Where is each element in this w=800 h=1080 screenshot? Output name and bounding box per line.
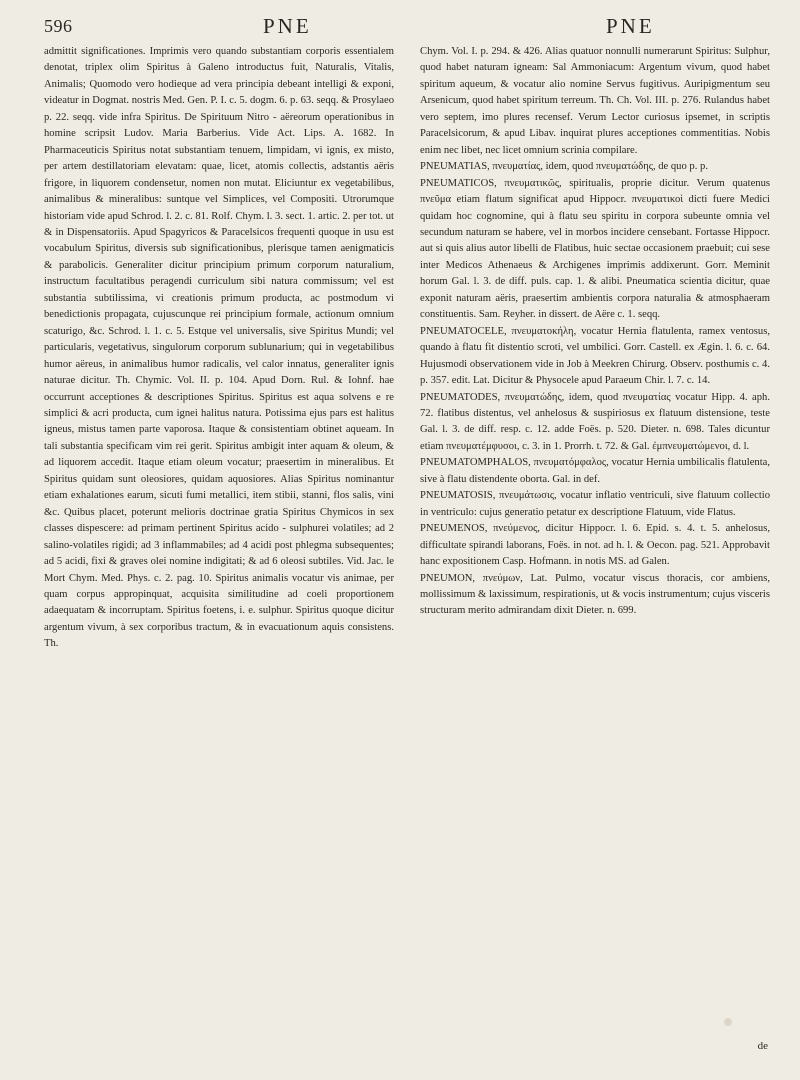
- entry-pneumatosis: PNEUMATOSIS, πνευμάτωσις, vocatur inflatio ventriculi, sive flatuum collectio in ventriculo: cujus generatio petatur ex descriptione Flatuum, vide Flatus.: [420, 490, 770, 518]
- page-header: [38, 14, 770, 40]
- entry-pneumaticos: PNEUMATICOS, πνευματικῶς, spiritualis, proprie dicitur. Verum quatenus πνεῦμα etiam flatum significat apud Hippocr. πνευματικοὶ dicti fuere Medici quidam hoc cognomine, qui à flatu seu spiritu in corpora subeunte omnia vel secundum naturam se habere, vel in morbos incidere censebant. Fortasse Hippocr. aut si quis alius autor libelli de Flatibus, huic sectae occasionem praebuit; cui sese inter Medicos Athenaeus & Archigenes imprimis addixerunt. Gorr. Meminit horum Gal. l. 3. de diff. puls. cap. 1. & alibi. Pneumatica scientia dicitur, quae exponit naturam aëris, praesertim ambientis corpora naturalia & atmosphaeram constituentis. Sam. Reyher. in dissert. de Aëre c. 1. seqq.: [420, 177, 770, 321]
- running-head-left: PNE: [263, 14, 312, 38]
- ink-blot: [724, 1018, 732, 1026]
- left-column: [44, 44, 394, 653]
- catchword: de: [757, 1040, 768, 1052]
- entry-spiritus-cont: Chym. Vol. I. p. 294. & 426. Alias quatuor nonnulli numerarunt Spiritus: Sulphur, quod habet naturam igneam: Sal Ammoniacum: Argentum vivum, quod habet spiritum aqueum, & vocatur alio nomine Servus fugitivus. Auripigmentum seu Arsenicum, quod habet spiritum terreum. Th. Ch. Vol. III. p. 276. Rulandus habet vero septem, imo plures recensef. Verum Lector curiosus ipsemet, in scriptis Paracelsicorum, & apud Libav. inquirat plures acceptiones commentitias. Nobis enim nec libet, nec licet omnium scrinia compilare.: [420, 46, 770, 156]
- entry-pneumon: PNEUMON, πνεύμων, Lat. Pulmo, vocatur viscus thoracis, cor ambiens, mollissimum & laxissimum, respirationis, ut & vocis instrumentum; cujus visceris structuram merito admirandam dixit Dieter. n. 699.: [420, 572, 770, 617]
- entry-pneumatias: PNEUMATIAS, πνευματίας, idem, quod πνευματώδης, de quo p. p.: [420, 161, 708, 173]
- entry-pneumatodes: PNEUMATODES, πνευματώδης, idem, quod πνευματίας vocatur Hipp. 4. aph. 72. flatibus distentus, vel anhelosus & suspiriosus ex flatuum distensione, teste Gal. l. 3. de diff. resp. c. 12. adde Foës. p. 520. Dieter. n. 698. Tales dicuntur etiam πνευματέμφυσοι, c. 3. in 1. Prorrh. t. 72. & Gal. ἐμπνευματώμενοι, d. l.: [420, 391, 770, 452]
- paragraph: admittit significationes. Imprimis vero quando substantiam corporis essentialem denotat, triplex olim Spiritus à Galeno introductus fuit, Naturalis, Vitalis, Animalis; Quomodo vero hodieque ad vera principia debeant intelligi & exponi, videatur in Dogmat. nostris Med. Gen. P. I. c. 5. dogm. 6. p. 63. seqq. & Prosylaeo p. 22. seqq. vide infra Spiritus. De Spirituum Nitro - aëreorum operationibus in homine scripsit Ludov. Maria Barberius. Vide Act. Lips. A. 1682. In Pharmaceuticis Spiritus notat substantiam tenuem, limpidam, vi ignis, ex misto, per artem destillatoriam elevatam: quae, licet, atomis collectis, adstantis aëris frigore, in liquorem condensetur, nomen non mutat. Eliciuntur ex vegetabilibus, animalibus & mineralibus: suntque vel Simplices, vel Compositi. Utrorumque historiam vide apud Schrod. l. 2. c. 81. Rolf. Chym. l. 3. sect. 1. artic. 2. per tot. ut & in Dispensatoriis. Apud Spagyricos & Paracelsicos frequenti quoque in usu est vocabulum Spiritus, diversis sub significationibus, plerisque tamen aenigmaticis & parabolicis. Generaliter dicitur principium primum corporum naturalium, instructum facultatibus peragendi curriculum sibi natura commissum; vel est substantia subtilissima, vi creationis primum producta, ac postmodum vi benedictionis propagata, cujuscunque rei principium formale, actionum omnium scaturigo, &c. Schrod. l. 1. c. 5. Estque vel universalis, sive Spiritus Mundi; vel particularis, vegetativus, singulorum corporum sublunarium; qui in vegetabilibus humor aëreus, in animalibus humor radicalis, vel calor innatus, generaliter ignis naturae dicitur. Th. Chymic. Vol. II. p. 104. Apud Dorn. Rul. & Iohnf. hae occurrunt acceptiones & descriptiones Spiritus. Spiritus est aqua solvens e re simplici & acri producta, cum ignei halitus natura. Potissima ejus pars est halitus igneus, mistus tamen parte vaporosa. Itaque & consistentiam obtinet aqueam. In tali substantia specificam vim rei gerit. Spiritus ambigit inter aquam & oleum, & ad liquorem accedit. Itaque etiam oleum vocatur; praesertim in mineralibus. Et Spiritus quidam sunt oleosiores, quidam aquosiores. Alias Spiritus nominantur etiam exhalationes earum, sicuti fumi metallici, item stibii, stanni, flos salis, vini &c. Quibus placet, poterunt melioris doctrinae gratia Spiritus Chymicos in sex classes dispescere: ad primam pertinent Spiritus acido - sulphurei volatiles; ad 2 salino-volatiles rigidi; ad 3 inflammabiles; ad 4 acidi post phlegma subsequentes; ad 5 acidi, fixi & graves olei nomine indigitati; & ad 6 oleosi subtiles. Vid. Jac. le Mort Chym. Med. Phys. c. 2. pag. 10. Spiritus animalis vocatur vis animae, per quam corpus appropinquat, acquisita similitudine ad coeli proportionem adaequatam & incorruptam. Spiritus foetens, i. e. sulphur. Spiritus quoque dicitur argentum vivum, à sex corporibus tractum, & in evacuationum aquis consistens. Th.: [44, 46, 394, 650]
- entry-pneumenos: PNEUMENOS, πνεύμενος, dicitur Hippocr. l. 6. Epid. s. 4. t. 5. anhelosus, difficultate spirandi laborans, Foës. in not. ad h. l. & Oecon. pag. 521. Approbavit hanc expositionem Casp. Hofmann. in notis MS. ad Galen.: [420, 523, 770, 568]
- running-head-right: PNE: [606, 14, 655, 38]
- entry-pneumatocele: PNEUMATOCELE, πνευματοκήλη, vocatur Hernia flatulenta, ramex ventosus, quando à flatu fit distentio scroti, vel umbilici. Gorr. Castell. ex Ægin. l. 6. c. 64. Hujusmodi observationem vide in Job à Meekren Chirurg. Observ. posthumis c. 4. p. 357. edit. Lat. Dicitur & Physocele apud Paraeum Chir. l. 7. c. 14.: [420, 325, 770, 387]
- right-column: [420, 44, 770, 620]
- entry-pneumatomphalos: PNEUMATOMPHALOS, πνευματόμφαλος, vocatur Hernia umbilicalis flatulenta, sive à flatu distendente oborta. Gal. in def.: [420, 457, 770, 485]
- page-number: 596: [44, 16, 73, 36]
